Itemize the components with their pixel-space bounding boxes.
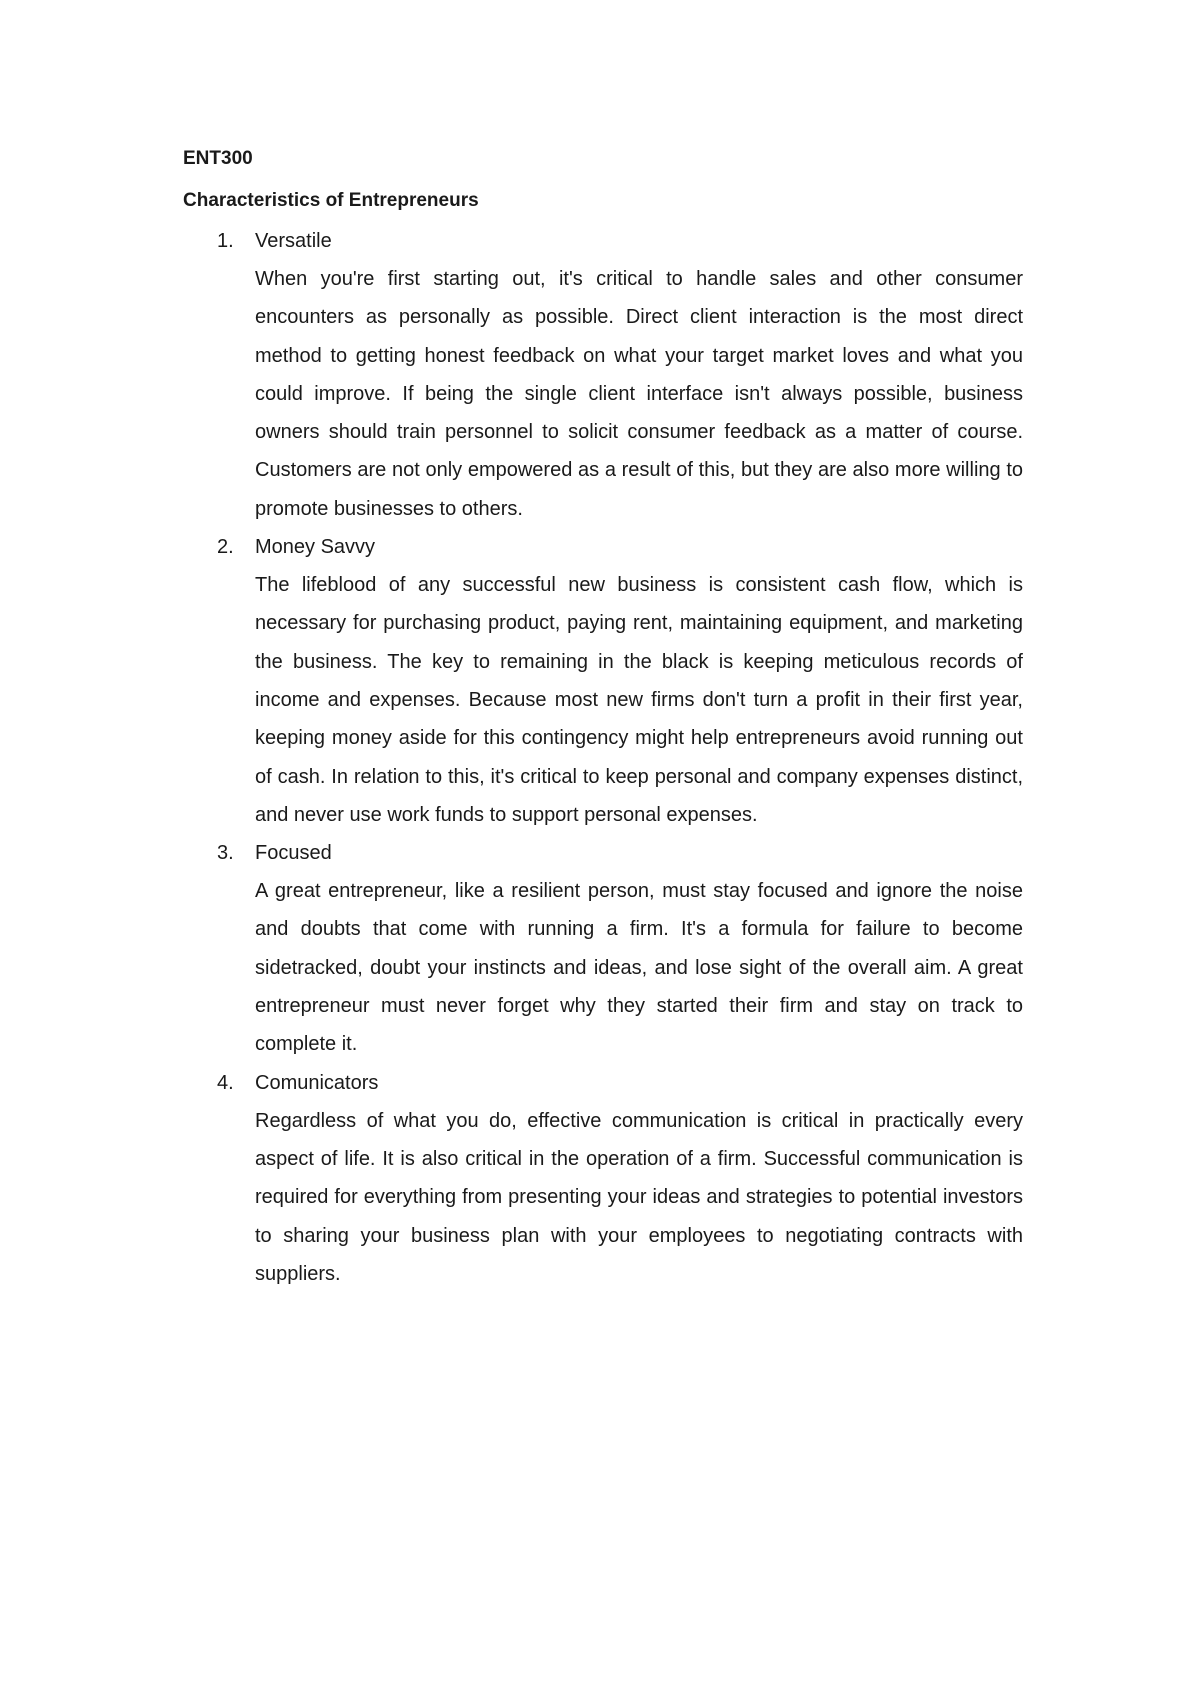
list-item-number: 4. — [217, 1071, 234, 1094]
list-item-number: 1. — [217, 230, 234, 252]
course-code: ENT300 — [183, 148, 253, 169]
document-content — [183, 140, 1023, 1293]
list-item-heading: Versatile — [255, 230, 332, 252]
list-item — [183, 834, 1023, 1063]
list-item-number: 2. — [217, 536, 234, 559]
list-item — [183, 222, 1023, 528]
list-item-body: When you're first starting out, it's critical to handle sales and other consumer encounters as personally as possible. Direct client interaction is the most direct method to getting honest feedback on what your target market loves and what you could improve. If being the single client interface isn't always possible, business owners should train personnel to solicit consumer feedback as a matter of course. Customers are not only empowered as a result of this, but they are also more willing to promote businesses to others. — [255, 268, 1023, 520]
list-item — [183, 1064, 1023, 1293]
document-title: Characteristics of Entrepreneurs — [183, 190, 479, 211]
characteristics-list — [183, 222, 1023, 1293]
list-item-body: The lifeblood of any successful new business is consistent cash flow, which is necessary for purchasing product, paying rent, maintaining equipment, and marketing the business. The key to remaining in the black is keeping meticulous records of income and expenses. Because most new firms don't turn a profit in their first year, keeping money aside for this contingency might help entrepreneurs avoid running out of cash. In relation to this, it's critical to keep personal and company expenses distinct, and never use work funds to support personal expenses. — [255, 574, 1023, 826]
list-item-body: Regardless of what you do, effective communication is critical in practically every aspect of life. It is also critical in the operation of a firm. Successful communication is required for everything from presenting your ideas and strategies to potential investors to sharing your business plan with your employees to negotiating contracts with suppliers. — [255, 1109, 1023, 1285]
list-item-heading: Money Savvy — [255, 536, 376, 559]
list-item-heading: Focused — [255, 842, 332, 865]
list-item-body: A great entrepreneur, like a resilient person, must stay focused and ignore the noise and doubts that come with running a firm. It's a formula for failure to become sidetracked, doubt your instincts and ideas, and lose sight of the overall aim. A great entrepreneur must never forget why they started their firm and stay on track to complete it. — [255, 880, 1023, 1056]
list-item-number: 3. — [217, 842, 234, 865]
list-item-heading: Comunicators — [255, 1071, 379, 1094]
list-item — [183, 528, 1023, 834]
